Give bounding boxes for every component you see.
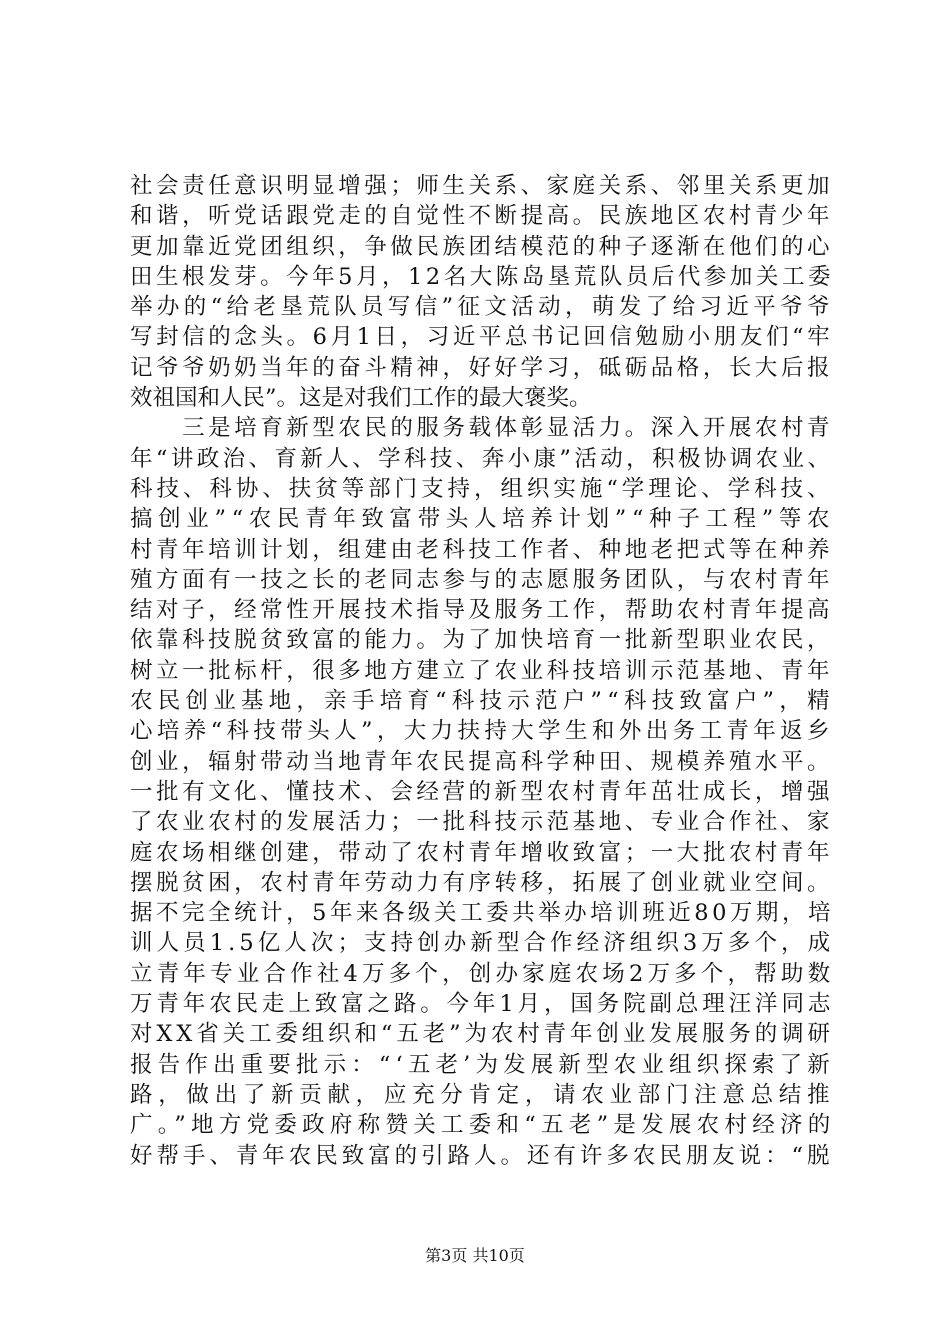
text-line: 写封信的念头。6月1日，习近平总书记回信勉励小朋友们“牢	[130, 324, 834, 351]
text-line: 科技、科协、扶贫等部门支持，组织实施“学理论、学科技、	[130, 475, 834, 502]
text-line: 对XX省关工委组织和“五老”为农村青年创业发展服务的调研	[130, 1021, 834, 1048]
text-line: 三是培育新型农民的服务载体彰显活力。深入开展农村青	[130, 415, 834, 442]
text-line: 村青年培训计划，组建由老科技工作者、种地老把式等在种养	[130, 536, 834, 563]
text-line: 创业，辐射带动当地青年农民提高科学种田、规模养殖水平。	[130, 748, 834, 775]
text-line: 殖方面有一技之长的老同志参与的志愿服务团队，与农村青年	[130, 566, 834, 593]
text-line: 好帮手、青年农民致富的引路人。还有许多农民朋友说：“脱	[130, 1142, 834, 1169]
text-line: 训人员1.5亿人次；支持创办新型合作经济组织3万多个，成	[130, 930, 835, 957]
text-line: 搞创业”“农民青年致富带头人培养计划”“种子工程”等农	[130, 506, 836, 533]
text-line: 报告作出重要批示：“‘五老’为发展新型农业组织探索了新	[130, 1051, 835, 1078]
text-line: 田生根发芽。今年5月，12名大陈岛垦荒队员后代参加关工委	[130, 263, 834, 290]
text-line: 立青年专业合作社4万多个，创办家庭农场2万多个，帮助数	[130, 960, 835, 987]
text-line: 一批有文化、懂技术、会经营的新型农村青年茁壮成长，增强	[130, 778, 834, 805]
text-line: 效祖国和人民”。这是对我们工作的最大褒奖。	[130, 385, 592, 412]
text-line: 农民创业基地，亲手培育“科技示范户”“科技致富户”，精	[130, 688, 835, 715]
text-line: 广。”地方党委政府称赞关工委和“五老”是发展农村经济的	[130, 1112, 836, 1139]
text-line: 更加靠近党团组织，争做民族团结模范的种子逐渐在他们的心	[130, 233, 834, 260]
text-line: 和谐，听党话跟党走的自觉性不断提高。民族地区农村青少年	[130, 203, 834, 230]
text-line: 树立一批标杆，很多地方建立了农业科技培训示范基地、青年	[130, 657, 834, 684]
text-line: 万青年农民走上致富之路。今年1月，国务院副总理汪洋同志	[130, 991, 835, 1018]
text-line: 心培养“科技带头人”，大力扶持大学生和外出务工青年返乡	[130, 718, 834, 745]
text-line: 结对子，经常性开展技术指导及服务工作，帮助农村青年提高	[130, 597, 834, 624]
text-line: 举办的“给老垦荒队员写信”征文活动，萌发了给习近平爷爷	[130, 294, 834, 321]
text-line: 依靠科技脱贫致富的能力。为了加快培育一批新型职业农民，	[130, 627, 834, 654]
page-footer: 第3页 共10页	[425, 1246, 525, 1265]
text-line: 了农业农村的发展活力；一批科技示范基地、专业合作社、家	[130, 809, 834, 836]
text-line: 记爷爷奶奶当年的奋斗精神，好好学习，砥砺品格，长大后报	[130, 354, 834, 381]
text-line: 社会责任意识明显增强；师生关系、家庭关系、邻里关系更加	[130, 173, 834, 199]
text-line: 年“讲政治、育新人、学科技、奔小康”活动，积极协调农业、	[130, 445, 834, 472]
text-line: 路，做出了新贡献，应充分肯定，请农业部门注意总结推	[130, 1081, 836, 1108]
text-line: 摆脱贫困，农村青年劳动力有序转移，拓展了创业就业空间。	[130, 869, 834, 896]
text-line: 庭农场相继创建，带动了农村青年增收致富；一大批农村青年	[130, 839, 834, 866]
body-text	[130, 171, 836, 1171]
text-line: 据不完全统计，5年来各级关工委共举办培训班近80万期，培	[130, 900, 834, 927]
